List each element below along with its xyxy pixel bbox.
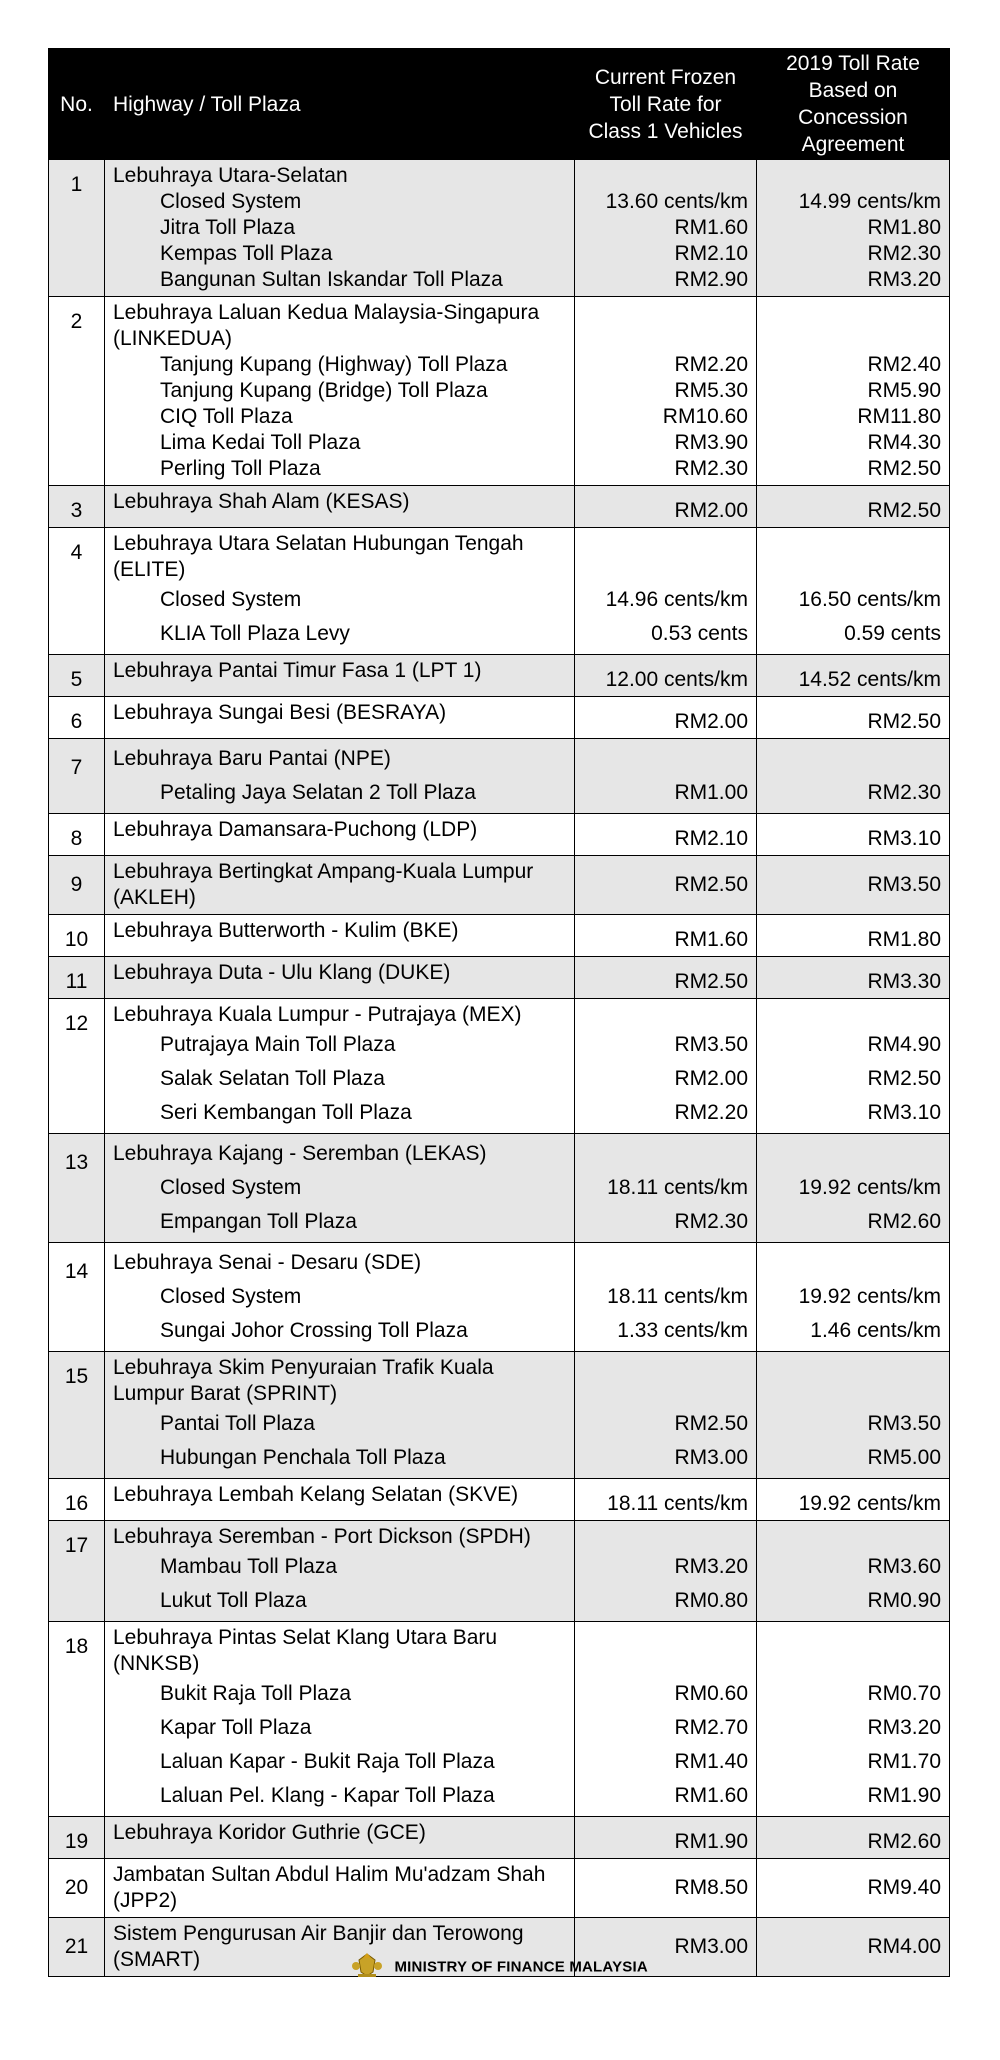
current-rate-cell: 12.00 cents/km	[575, 655, 757, 697]
concession-rate-cell	[757, 1352, 950, 1408]
highway-name: Lebuhraya Senai - Desaru (SDE)	[105, 1243, 575, 1281]
toll-plaza-name: Tanjung Kupang (Highway) Toll Plaza	[105, 352, 575, 378]
highway-name: Sistem Pengurusan Air Banjir dan Terowong (SMART)	[105, 1918, 575, 1977]
current-rate-cell: RM2.30	[575, 1205, 757, 1243]
toll-plaza-row	[49, 1314, 950, 1352]
highway-row	[49, 1243, 950, 1281]
current-rate-cell	[575, 1352, 757, 1408]
toll-plaza-name: Mambau Toll Plaza	[105, 1550, 575, 1584]
current-rate-cell: 1.33 cents/km	[575, 1314, 757, 1352]
highway-group	[49, 999, 950, 1134]
row-number: 8	[49, 814, 105, 856]
highway-group	[49, 1243, 950, 1352]
current-rate-cell: RM1.60	[575, 215, 757, 241]
concession-rate-cell: 0.59 cents	[757, 617, 950, 655]
highway-group	[49, 1817, 950, 1859]
highway-name: Lebuhraya Seremban - Port Dickson (SPDH)	[105, 1521, 575, 1551]
concession-rate-cell: 1.46 cents/km	[757, 1314, 950, 1352]
footer	[0, 1952, 1000, 1982]
current-rate-cell: 18.11 cents/km	[575, 1479, 757, 1521]
toll-plaza-name: Tanjung Kupang (Bridge) Toll Plaza	[105, 378, 575, 404]
current-rate-cell	[575, 160, 757, 190]
concession-rate-cell: RM3.20	[757, 1711, 950, 1745]
current-rate-cell: RM2.50	[575, 1407, 757, 1441]
current-rate-cell	[575, 1243, 757, 1281]
concession-rate-cell	[757, 1134, 950, 1172]
highway-name: Lebuhraya Duta - Ulu Klang (DUKE)	[105, 957, 575, 999]
toll-plaza-name: Empangan Toll Plaza	[105, 1205, 575, 1243]
current-rate-cell: 18.11 cents/km	[575, 1280, 757, 1314]
toll-plaza-row	[49, 1677, 950, 1711]
concession-rate-cell: RM1.80	[757, 915, 950, 957]
concession-rate-cell	[757, 999, 950, 1029]
current-rate-cell: RM3.00	[575, 1441, 757, 1479]
current-rate-cell: RM3.20	[575, 1550, 757, 1584]
toll-plaza-name: Perling Toll Plaza	[105, 456, 575, 486]
concession-rate-cell	[757, 1243, 950, 1281]
highway-group	[49, 814, 950, 856]
toll-plaza-row	[49, 1205, 950, 1243]
current-rate-cell	[575, 528, 757, 584]
highway-row	[49, 915, 950, 957]
toll-plaza-name: Seri Kembangan Toll Plaza	[105, 1096, 575, 1134]
row-number: 11	[49, 957, 105, 999]
row-number: 9	[49, 856, 105, 915]
current-rate-cell: RM1.60	[575, 915, 757, 957]
footer-title: MINISTRY OF FINANCE MALAYSIA	[394, 1958, 648, 1976]
toll-plaza-name: Lima Kedai Toll Plaza	[105, 430, 575, 456]
concession-rate-cell: RM3.20	[757, 267, 950, 297]
highway-row	[49, 486, 950, 528]
concession-rate-cell: 14.99 cents/km	[757, 189, 950, 215]
toll-plaza-name: Pantai Toll Plaza	[105, 1407, 575, 1441]
current-rate-cell: RM0.80	[575, 1584, 757, 1622]
toll-plaza-name: Petaling Jaya Selatan 2 Toll Plaza	[105, 776, 575, 814]
toll-plaza-row	[49, 1171, 950, 1205]
row-number: 16	[49, 1479, 105, 1521]
row-number: 1	[49, 160, 105, 297]
concession-rate-cell: RM2.30	[757, 241, 950, 267]
row-number: 15	[49, 1352, 105, 1479]
current-rate-cell: 14.96 cents/km	[575, 583, 757, 617]
toll-plaza-row	[49, 404, 950, 430]
current-rate-cell: RM2.70	[575, 1711, 757, 1745]
toll-plaza-name: Bangunan Sultan Iskandar Toll Plaza	[105, 267, 575, 297]
concession-rate-cell: RM2.60	[757, 1205, 950, 1243]
highway-row	[49, 999, 950, 1029]
row-number: 5	[49, 655, 105, 697]
concession-rate-cell: RM3.30	[757, 957, 950, 999]
highway-name: Lebuhraya Kuala Lumpur - Putrajaya (MEX)	[105, 999, 575, 1029]
concession-rate-cell: RM5.00	[757, 1441, 950, 1479]
toll-plaza-name: Kapar Toll Plaza	[105, 1711, 575, 1745]
highway-row	[49, 1622, 950, 1678]
concession-rate-cell: RM1.80	[757, 215, 950, 241]
highway-group	[49, 1622, 950, 1817]
concession-rate-cell: RM3.50	[757, 856, 950, 915]
toll-plaza-row	[49, 189, 950, 215]
row-number: 3	[49, 486, 105, 528]
current-rate-cell	[575, 1622, 757, 1678]
current-rate-cell	[575, 1521, 757, 1551]
current-rate-cell	[575, 999, 757, 1029]
toll-plaza-row	[49, 215, 950, 241]
row-number: 13	[49, 1134, 105, 1243]
highway-group	[49, 160, 950, 297]
current-rate-cell: RM1.40	[575, 1745, 757, 1779]
toll-plaza-row	[49, 1745, 950, 1779]
highway-group	[49, 1859, 950, 1918]
highway-group	[49, 655, 950, 697]
highway-group	[49, 297, 950, 486]
toll-plaza-name: Jitra Toll Plaza	[105, 215, 575, 241]
header-current-rate: Current Frozen Toll Rate for Class 1 Vehicles	[575, 49, 757, 160]
row-number: 10	[49, 915, 105, 957]
toll-plaza-name: Laluan Pel. Klang - Kapar Toll Plaza	[105, 1779, 575, 1817]
current-rate-cell: RM2.10	[575, 241, 757, 267]
toll-plaza-name: Closed System	[105, 1171, 575, 1205]
concession-rate-cell: RM1.90	[757, 1779, 950, 1817]
concession-rate-cell: RM2.30	[757, 776, 950, 814]
toll-plaza-row	[49, 1096, 950, 1134]
highway-name: Jambatan Sultan Abdul Halim Mu'adzam Shah (JPP2)	[105, 1859, 575, 1918]
toll-plaza-row	[49, 430, 950, 456]
concession-rate-cell	[757, 1521, 950, 1551]
concession-rate-cell: 19.92 cents/km	[757, 1171, 950, 1205]
highway-name: Lebuhraya Sungai Besi (BESRAYA)	[105, 697, 575, 739]
row-number: 19	[49, 1817, 105, 1859]
highway-group	[49, 1479, 950, 1521]
toll-plaza-row	[49, 617, 950, 655]
toll-plaza-row	[49, 378, 950, 404]
coat-of-arms-icon	[352, 1952, 382, 1982]
toll-plaza-name: CIQ Toll Plaza	[105, 404, 575, 430]
toll-plaza-row	[49, 1584, 950, 1622]
highway-row	[49, 1817, 950, 1859]
table-header	[49, 49, 950, 160]
current-rate-cell: 0.53 cents	[575, 617, 757, 655]
highway-group	[49, 1352, 950, 1479]
highway-row	[49, 814, 950, 856]
concession-rate-cell: RM2.40	[757, 352, 950, 378]
concession-rate-cell: RM2.50	[757, 697, 950, 739]
toll-plaza-name: Closed System	[105, 1280, 575, 1314]
concession-rate-cell: RM2.60	[757, 1817, 950, 1859]
current-rate-cell: RM1.60	[575, 1779, 757, 1817]
current-rate-cell: 18.11 cents/km	[575, 1171, 757, 1205]
concession-rate-cell: RM4.90	[757, 1028, 950, 1062]
highway-row	[49, 160, 950, 190]
current-rate-cell: RM1.00	[575, 776, 757, 814]
current-rate-cell: RM2.50	[575, 856, 757, 915]
current-rate-cell: RM8.50	[575, 1859, 757, 1918]
highway-group	[49, 915, 950, 957]
toll-plaza-row	[49, 1028, 950, 1062]
concession-rate-cell	[757, 160, 950, 190]
highway-name: Lebuhraya Utara-Selatan	[105, 160, 575, 190]
toll-plaza-row	[49, 352, 950, 378]
toll-plaza-row	[49, 1550, 950, 1584]
toll-plaza-name: KLIA Toll Plaza Levy	[105, 617, 575, 655]
current-rate-cell: RM2.20	[575, 352, 757, 378]
concession-rate-cell: RM4.30	[757, 430, 950, 456]
row-number: 12	[49, 999, 105, 1134]
row-number: 7	[49, 739, 105, 814]
row-number: 17	[49, 1521, 105, 1622]
highway-group	[49, 957, 950, 999]
toll-plaza-row	[49, 1441, 950, 1479]
concession-rate-cell: RM2.50	[757, 486, 950, 528]
toll-rate-table	[48, 48, 950, 1977]
toll-plaza-name: Kempas Toll Plaza	[105, 241, 575, 267]
concession-rate-cell	[757, 739, 950, 777]
current-rate-cell	[575, 739, 757, 777]
concession-rate-cell: 19.92 cents/km	[757, 1479, 950, 1521]
toll-plaza-name: Bukit Raja Toll Plaza	[105, 1677, 575, 1711]
current-rate-cell: RM1.90	[575, 1817, 757, 1859]
current-rate-cell: RM10.60	[575, 404, 757, 430]
concession-rate-cell: RM2.50	[757, 456, 950, 486]
concession-rate-cell: RM3.50	[757, 1407, 950, 1441]
toll-plaza-name: Closed System	[105, 583, 575, 617]
concession-rate-cell: RM1.70	[757, 1745, 950, 1779]
toll-plaza-name: Closed System	[105, 189, 575, 215]
toll-plaza-row	[49, 583, 950, 617]
concession-rate-cell: RM0.90	[757, 1584, 950, 1622]
row-number: 2	[49, 297, 105, 486]
current-rate-cell: 13.60 cents/km	[575, 189, 757, 215]
current-rate-cell: RM0.60	[575, 1677, 757, 1711]
highway-row	[49, 1521, 950, 1551]
current-rate-cell: RM2.50	[575, 957, 757, 999]
toll-plaza-row	[49, 456, 950, 486]
concession-rate-cell: RM5.90	[757, 378, 950, 404]
current-rate-cell: RM2.10	[575, 814, 757, 856]
toll-plaza-name: Sungai Johor Crossing Toll Plaza	[105, 1314, 575, 1352]
current-rate-cell: RM2.00	[575, 1062, 757, 1096]
highway-row	[49, 1479, 950, 1521]
toll-rate-document	[48, 48, 948, 1977]
toll-plaza-row	[49, 267, 950, 297]
current-rate-cell	[575, 297, 757, 353]
highway-row	[49, 697, 950, 739]
highway-row	[49, 528, 950, 584]
highway-name: Lebuhraya Utara Selatan Hubungan Tengah (ELITE)	[105, 528, 575, 584]
current-rate-cell: RM2.90	[575, 267, 757, 297]
highway-name: Lebuhraya Baru Pantai (NPE)	[105, 739, 575, 777]
toll-plaza-row	[49, 241, 950, 267]
highway-row	[49, 1134, 950, 1172]
header-concession-rate: 2019 Toll Rate Based on Concession Agreement	[757, 49, 950, 160]
highway-group	[49, 486, 950, 528]
highway-name: Lebuhraya Lembah Kelang Selatan (SKVE)	[105, 1479, 575, 1521]
header-highway: Highway / Toll Plaza	[105, 49, 575, 160]
highway-row	[49, 1859, 950, 1918]
concession-rate-cell: RM4.00	[757, 1918, 950, 1977]
current-rate-cell	[575, 1134, 757, 1172]
toll-plaza-name: Hubungan Penchala Toll Plaza	[105, 1441, 575, 1479]
concession-rate-cell: 16.50 cents/km	[757, 583, 950, 617]
row-number: 18	[49, 1622, 105, 1817]
concession-rate-cell: RM2.50	[757, 1062, 950, 1096]
highway-name: Lebuhraya Damansara-Puchong (LDP)	[105, 814, 575, 856]
toll-plaza-row	[49, 1062, 950, 1096]
highway-row	[49, 856, 950, 915]
toll-plaza-row	[49, 1779, 950, 1817]
toll-plaza-row	[49, 1280, 950, 1314]
highway-group	[49, 856, 950, 915]
toll-plaza-row	[49, 1711, 950, 1745]
concession-rate-cell	[757, 297, 950, 353]
concession-rate-cell: 19.92 cents/km	[757, 1280, 950, 1314]
current-rate-cell: RM3.90	[575, 430, 757, 456]
row-number: 21	[49, 1918, 105, 1977]
highway-name: Lebuhraya Laluan Kedua Malaysia-Singapura (LINKEDUA)	[105, 297, 575, 353]
highway-row	[49, 297, 950, 353]
highway-name: Lebuhraya Butterworth - Kulim (BKE)	[105, 915, 575, 957]
highway-name: Lebuhraya Pintas Selat Klang Utara Baru (NNKSB)	[105, 1622, 575, 1678]
concession-rate-cell: RM3.10	[757, 1096, 950, 1134]
current-rate-cell: RM2.30	[575, 456, 757, 486]
current-rate-cell: RM2.20	[575, 1096, 757, 1134]
concession-rate-cell	[757, 1622, 950, 1678]
highway-name: Lebuhraya Koridor Guthrie (GCE)	[105, 1817, 575, 1859]
concession-rate-cell: RM9.40	[757, 1859, 950, 1918]
concession-rate-cell: RM3.10	[757, 814, 950, 856]
highway-name: Lebuhraya Bertingkat Ampang-Kuala Lumpur (AKLEH)	[105, 856, 575, 915]
current-rate-cell: RM2.00	[575, 697, 757, 739]
concession-rate-cell: 14.52 cents/km	[757, 655, 950, 697]
header-no: No.	[49, 49, 105, 160]
highway-name: Lebuhraya Skim Penyuraian Trafik Kuala Lumpur Barat (SPRINT)	[105, 1352, 575, 1408]
row-number: 4	[49, 528, 105, 655]
toll-plaza-row	[49, 776, 950, 814]
current-rate-cell: RM3.50	[575, 1028, 757, 1062]
concession-rate-cell: RM0.70	[757, 1677, 950, 1711]
row-number: 6	[49, 697, 105, 739]
concession-rate-cell	[757, 528, 950, 584]
highway-group	[49, 697, 950, 739]
toll-plaza-name: Lukut Toll Plaza	[105, 1584, 575, 1622]
row-number: 14	[49, 1243, 105, 1352]
toll-plaza-name: Putrajaya Main Toll Plaza	[105, 1028, 575, 1062]
highway-group	[49, 1134, 950, 1243]
current-rate-cell: RM2.00	[575, 486, 757, 528]
highway-row	[49, 1352, 950, 1408]
current-rate-cell: RM3.00	[575, 1918, 757, 1977]
highway-group	[49, 739, 950, 814]
row-number: 20	[49, 1859, 105, 1918]
highway-name: Lebuhraya Shah Alam (KESAS)	[105, 486, 575, 528]
current-rate-cell: RM5.30	[575, 378, 757, 404]
concession-rate-cell: RM11.80	[757, 404, 950, 430]
highway-name: Lebuhraya Kajang - Seremban (LEKAS)	[105, 1134, 575, 1172]
highway-group	[49, 1521, 950, 1622]
highway-row	[49, 957, 950, 999]
highway-row	[49, 655, 950, 697]
highway-row	[49, 739, 950, 777]
highway-group	[49, 528, 950, 655]
toll-plaza-name: Laluan Kapar - Bukit Raja Toll Plaza	[105, 1745, 575, 1779]
toll-plaza-name: Salak Selatan Toll Plaza	[105, 1062, 575, 1096]
toll-plaza-row	[49, 1407, 950, 1441]
concession-rate-cell: RM3.60	[757, 1550, 950, 1584]
highway-name: Lebuhraya Pantai Timur Fasa 1 (LPT 1)	[105, 655, 575, 697]
